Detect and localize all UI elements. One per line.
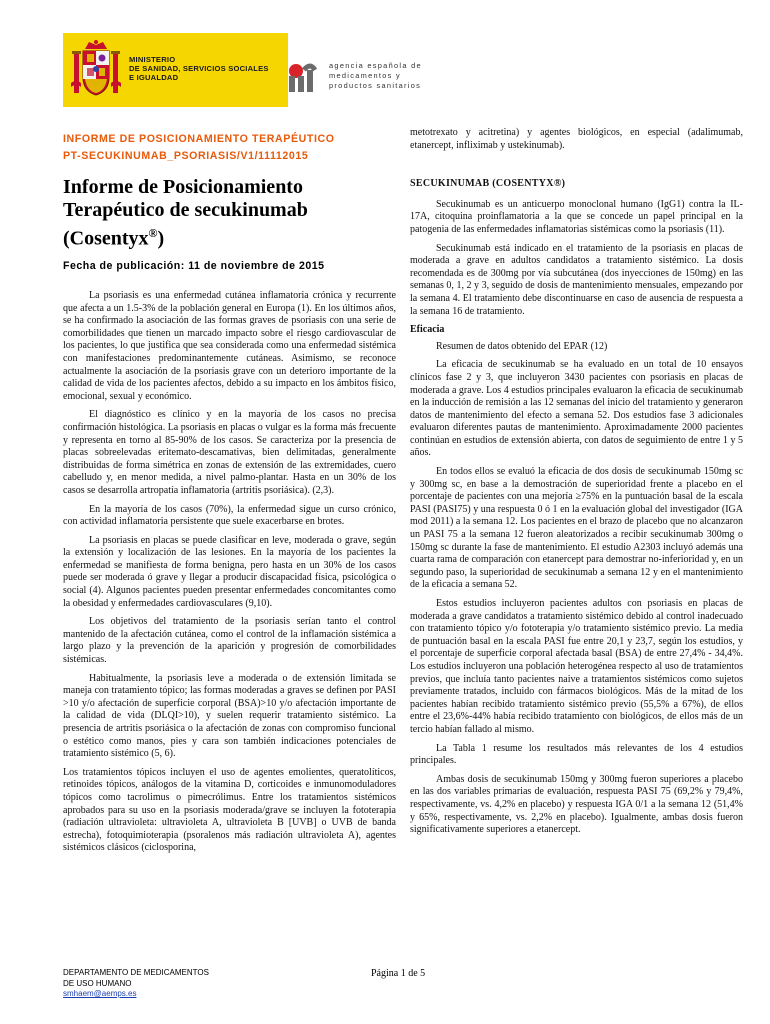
paragraph: metotrexato y acitretina) y agentes biológicos, en especial (adalimumab, etanercept, infliximab y ustekinumab). — [410, 127, 743, 151]
footer-email-link[interactable]: smhaem@aemps.es — [63, 989, 137, 998]
report-code-line-2: PT-SECUKINUMAB_PSORIASIS/V1/11112015 — [63, 150, 309, 162]
paragraph: Secukinumab está indicado en el tratamiento de la psoriasis en placas de moderada a grave en adultos candidatos a tratamiento sistémico. La dosis recomendada es de 300mg por vía subcutánea (dos inyecciones de 150mg) en las semanas 0, 1, 2 y 3, seguido de dosis de mantenimiento mensuales, empezando por la semana 4. El tratamiento debe discontinuarse en caso de ausencia de respuesta a la semana 16 de tratamiento. — [410, 242, 743, 317]
section-heading-eficacia: Eficacia — [410, 324, 445, 336]
paragraph: Los tratamientos tópicos incluyen el uso de agentes emolientes, queratolíticos, retinoides tópicos, análogos de la vitamina D, corticoides e inmunomoduladores tópicos como tacrolimus o pimecrólimus. Entre los tratamientos sistémicos aprobados para su uso en la psoriasis moderada/grave se incluyen la fototerapia (radiación ultravioleta: ultravioleta A, ultravioleta B [UVB] o UVB de banda estrecha), fotoquimioterapia (psoralenos más radiación ultravioleta A), agentes sistémicos clásicos (ciclosporina, — [63, 766, 396, 854]
title-text: Informe de Posicionamiento Terapéutico de secukinumab (Cosentyx — [63, 176, 308, 250]
page-number: Página 1 de 5 — [371, 968, 426, 979]
aemps-name — [329, 61, 422, 91]
paragraph: La psoriasis en placas se puede clasificar en leve, moderada o grave, según la extensión y localización de las lesiones. En la mayoría de los pacientes la enfermedad se manifiesta de forma benigna, pero hasta en un 30% de los casos puede ser moderada ó grave y llegar a producir discapacidad física, psicológica o social (4). Algunos pacientes pueden presentar enfermedades concomitantes como la obesidad y enfermedades cardiovasculares (9,10). — [63, 534, 396, 609]
paragraph: Secukinumab es un anticuerpo monoclonal humano (IgG1) contra la IL-17A, citoquina proinflamatoria a la que se concede un papel principal en la patogenia de las enfermedades inflamatorias sistémicas como la psoriasis (11). — [410, 198, 743, 235]
document-title — [63, 176, 393, 251]
footer-dept-line-1: DEPARTAMENTO DE MEDICAMENTOS — [63, 968, 209, 977]
ministry-line-3: E IGUALDAD — [129, 73, 179, 82]
aemps-line-1: agencia española de — [329, 61, 422, 70]
paragraph: Los objetivos del tratamiento de la psoriasis serían tanto el control mantenido de la afectación cutánea, como el control de la inflamación sistémica a largo plazo y la prevención de la aparición y progresión de comorbilidades sistémicas. — [63, 616, 396, 666]
title-close: ) — [157, 227, 165, 250]
paragraph: La eficacia de secukinumab se ha evaluado en un total de 10 ensayos clínicos fase 2 y 3, que incluyeron 3430 pacientes con psoriasis en placas de moderada a grave. Los 4 estudios principales evaluaron la eficacia de secukinumab en la inducción de remisión a las 12 semanas del inicio del tratamiento y generaron datos de mantenimiento del efecto a semana 52. Dos estudios fase 3 adicionales evaluaron diferentes pautas de mantenimiento. Aproximadamente 2000 pacientes continúan en estudios de extensión abierta, con datos de seguimiento de entre 1 y 5 años. — [410, 359, 743, 459]
ministry-name — [129, 55, 269, 82]
section-heading-secukinumab: SECUKINUMAB (COSENTYX®) — [410, 178, 566, 190]
ministry-line-1: MINISTERIO — [129, 55, 176, 64]
coat-of-arms-icon — [71, 39, 121, 101]
ministry-banner — [63, 33, 288, 107]
paragraph: Ambas dosis de secukinumab 150mg y 300mg fueron superiores a placebo en las dos variables primarias de evaluación, respuesta PASI 75 (69,2% y 79,4%, respectivamente, vs. 4,2% en placebo) y respuesta IGA 0/1 a la semana 12 (51,4% y 65%, respectivamente, vs. 2,2% en placebo). Igualmente, ambas dosis fueron significativamente superiores a etanercept. — [410, 773, 743, 836]
footer-department — [63, 968, 209, 1000]
right-column — [410, 127, 743, 843]
publication-date: Fecha de publicación: 11 de noviembre de 2015 — [63, 260, 325, 272]
aemps-line-2: medicamentos y — [329, 71, 402, 80]
left-column — [63, 290, 396, 861]
paragraph: Estos estudios incluyeron pacientes adultos con psoriasis en placas de moderada a grave candidatos a tratamiento sistémico debido al control inadecuado con tratamiento tópico y/o fototerapia y/o tratamiento sistémico previo. La media de puntuación basal en la escala PASI fue entre 20,1 y 23,7, según los estudios, y el porcentaje de superficie corporal afectada basal (BSA) de entre 27,4% - 34,4%. Los estudios incluyeron una población heterogénea respecto al uso de tratamientos previos, que incluía tanto pacientes naive a tratamientos sistémicos como sujetos previamente tratados, incluido con fármacos biológicos. Más de la mitad de los pacientes habían recibido tratamiento sistémico previo (55,5% a 67%), de ellos entre el 23,6%-44% había recibido tratamiento con biológicos, de ellos más de un tercio habían fallado al mismo. — [410, 598, 743, 735]
paragraph: Habitualmente, la psoriasis leve a moderada o de extensión limitada se maneja con tratamiento tópico; las formas moderadas a graves se definen por PASI >10 y/o afectación de superficie corporal (BSA)>10 y/o afectación importante de la calidad de vida (DLQI>10), y suelen requerir tratamiento sistémico. La presencia de artritis psoriásica o la afectación de zonas con compromiso funcional o estético como manos, pies y cara son también indicaciones potenciales de tratamiento sistémico (5, 6). — [63, 672, 396, 760]
paragraph: Resumen de datos obtenido del EPAR (12) — [436, 340, 608, 352]
aemps-logo-icon — [287, 60, 317, 94]
paragraph: La Tabla 1 resume los resultados más relevantes de los 4 estudios principales. — [410, 742, 743, 767]
paragraph: En la mayoría de los casos (70%), la enfermedad sigue un curso crónico, con actividad inflamatoria persistente que suele exacerbarse en brotes. — [63, 503, 396, 528]
footer-dept-line-2: DE USO HUMANO — [63, 978, 132, 988]
paragraph: El diagnóstico es clínico y en la mayoría de los casos no precisa confirmación histológica. La psoriasis en placas o vulgar es la forma más frecuente y representa en torno al 85-90% de los casos. Se caracteriza por la presencia de placas sobreelevadas eritemato-descamativas, bien delimitadas, generalmente distribuidas de forma simétrica en zonas de extensión de las extremidades, cuero cabelludo y, en menor medida, a nivel palmo-plantar. Hasta en un 30% de los casos se desarrolla artropatía inflamatoria (artritis psoriásica). (2,3). — [63, 409, 396, 496]
report-code — [63, 131, 393, 165]
aemps-line-3: productos sanitarios — [329, 81, 422, 90]
report-code-line-1: INFORME DE POSICIONAMIENTO TERAPÉUTICO — [63, 133, 335, 145]
ministry-line-2: DE SANIDAD, SERVICIOS SOCIALES — [129, 64, 269, 73]
paragraph: En todos ellos se evaluó la eficacia de dos dosis de secukinumab 150mg sc y 300mg sc, en base a la demostración de superioridad frente a placebo en el porcentaje de pacientes con una mejoría ≥75% en la puntuación basal de la escala PASI (PASI75) y una respuesta 0 ó 1 en la evaluación global del investigador (IGA mod 2011) a la semana 12. Los pacientes en el brazo de placebo que no alcanzaron un PASI 75 a la semana 12 fueron aleatorizados a recibir secukinumab 300mg o 150mg sc durante la fase de mantenimiento. El estudio A2303 incluyó además una cuarta rama de comparación con etanercept para demostrar no-inferioridad y, en un segundo paso, la superioridad de secukinumab a semana 12 y en el mantenimiento de la eficacia a semana 52. — [410, 466, 743, 591]
title-registered-mark: ® — [148, 226, 158, 240]
paragraph: La psoriasis es una enfermedad cutánea inflamatoria crónica y recurrente que afecta a un 1.5-3% de la población general en Europa (1). En los últimos años, se ha confirmado la asociación de las formas graves de psoriasis con una serie de comorbilidades que tienen un marcado impacto sobre el riesgo cardiovascular de los pacientes, lo que justifica que sea considerada como una enfermedad sistémica con manifestaciones predominantemente cutáneas. Asimismo, se reconoce actualmente la asociación de la psoriasis grave con un deterioro importante de la calidad de vida de los pacientes afectos, debido a su impacto en los ámbitos físico, emocional, sexual y económico. — [63, 290, 396, 402]
